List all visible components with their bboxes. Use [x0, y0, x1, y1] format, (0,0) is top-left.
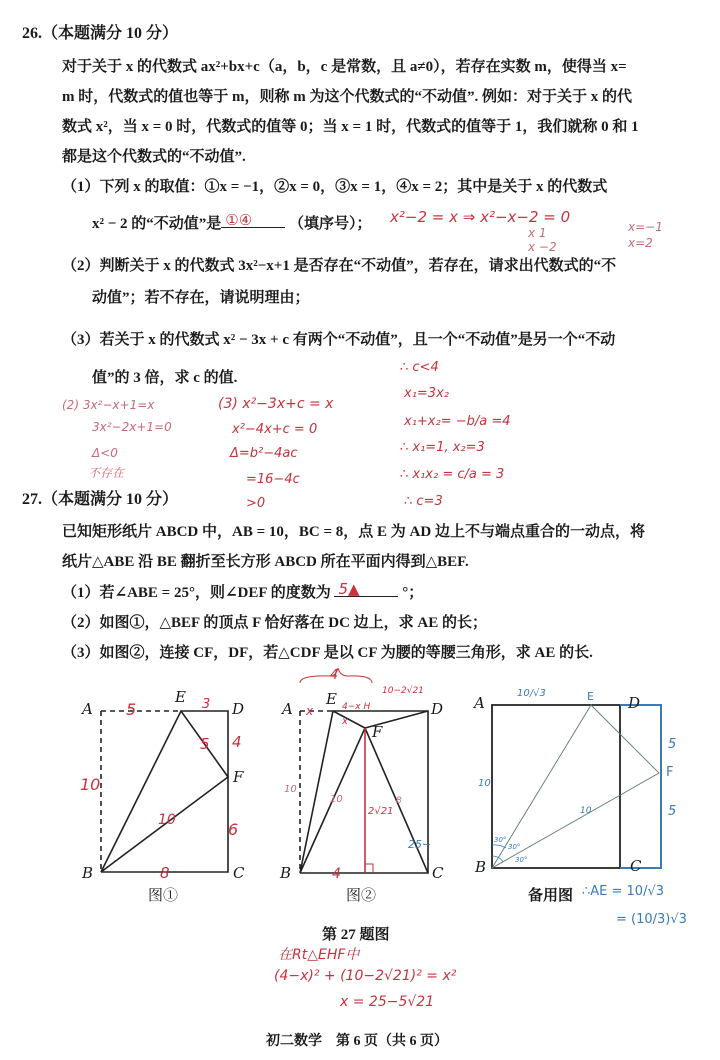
q26-part3-line2: 值”的 3 倍，求 c 的值.: [92, 370, 238, 386]
triangle-bef: [300, 711, 365, 873]
point-label-d: D: [628, 694, 641, 712]
fig2-note: 10: [330, 794, 343, 805]
q27-text-line: 纸片△ABE 沿 BE 翻折至长方形 ABCD 所在平面内得到△BEF.: [62, 554, 469, 570]
hw-p1-root: x=2: [628, 236, 653, 250]
hw-p3-right: x₁+x₂= −b/a =4: [404, 414, 511, 429]
figure-title: 第 27 题图: [322, 927, 390, 943]
fig1-note: 8: [160, 864, 170, 882]
fig3-answer: = (10/3)√3: [616, 912, 687, 927]
hw-q27: 在Rt△EHF中: [278, 947, 360, 963]
fig2-note: x: [306, 704, 314, 718]
fig3-note: 5: [668, 804, 677, 819]
fig3-note: 30°: [515, 856, 528, 864]
angle-arcs: [492, 845, 506, 862]
fig3-note: 30°: [494, 836, 507, 844]
fig2-note: 8: [396, 796, 402, 806]
hw-q27: (4−x)² + (10−2√21)² = x²: [274, 968, 457, 984]
hw-p3: >0: [246, 496, 266, 511]
hw-p3-right: x₁=3x₂: [404, 386, 449, 401]
point-label-c: C: [233, 864, 245, 882]
q26-part2-line2: 动值”；若不存在，请说明理由；: [92, 290, 310, 306]
point-label-f: F: [233, 768, 244, 786]
point-label-f: F: [666, 765, 674, 780]
fig1-note: 4: [232, 733, 242, 751]
hw-p3-right: ∴ x₁=1, x₂=3: [400, 440, 485, 455]
q26-part2: （2）判断关于 x 的代数式 3x²−x+1 是否存在“不动值”，若存在，请求出代数式的“不: [62, 258, 617, 274]
point-label-e: E: [326, 690, 337, 708]
hw-p3: (3) x²−3x+c = x: [218, 396, 334, 412]
fig1-note: 10: [80, 775, 101, 794]
point-label-b: B: [280, 864, 292, 882]
q26-text-line: 数式 x²，当 x = 0 时，代数式的值等 0；当 x = 1 时，代数式的值等于 1，我们就称 0 和 1: [62, 119, 639, 135]
q26-part1-suffix: （填序号）；: [289, 216, 372, 232]
q26-header: 26.（本题满分 10 分）: [22, 25, 179, 42]
hw-p2: 不存在: [88, 466, 125, 480]
hw-p2: 3x²−2x+1=0: [92, 420, 172, 434]
point-label-c: C: [630, 857, 642, 875]
q26-text-line: 都是这个代数式的“不动值”.: [62, 149, 246, 165]
q26-part1-prompt: x² − 2 的“不动值”是: [92, 216, 222, 232]
hw-p3-right: ∴ x₁x₂ = c/a = 3: [400, 467, 505, 482]
q27-part2: （2）如图①，△BEF 的顶点 F 恰好落在 DC 边上，求 AE 的长；: [62, 615, 488, 631]
fig2-note: 4: [332, 866, 341, 882]
point-label-f: F: [372, 723, 383, 741]
point-label-d: D: [232, 700, 245, 718]
answer-handwritten: 5▲: [338, 580, 360, 598]
fig2-note: 4: [330, 668, 339, 683]
hw-p3: x²−4x+c = 0: [232, 422, 318, 437]
hw-p1-factor: x −2: [528, 240, 557, 254]
fig2-note: 25−: [408, 838, 432, 851]
fig3-caption: 备用图: [528, 888, 574, 904]
fig3-answer: ∴AE = 10/√3: [582, 884, 665, 899]
fig3-note: 10: [580, 806, 592, 816]
hw-p3-right: ∴ c=3: [404, 494, 443, 509]
point-label-d: D: [431, 700, 444, 718]
hw-p1-work: x²−2 = x ⇒ x²−x−2 = 0: [390, 208, 571, 226]
q26-part1: （1）下列 x 的取值：①x = −1，②x = 0，③x = 1，④x = 2；其中是关于 x 的代数式: [62, 179, 608, 195]
fig2-note: 10: [284, 784, 297, 795]
fig1-note: 6: [228, 820, 239, 839]
point-label-a: A: [282, 700, 293, 718]
answer-blank: [221, 213, 285, 228]
q26-part3: （3）若关于 x 的代数式 x² − 3x + c 有两个“不动值”，且一个“不动值”是另一个“不动: [62, 332, 616, 348]
point-label-c: C: [432, 864, 444, 882]
hw-p1-factor: x 1: [528, 226, 547, 240]
point-label-e: E: [175, 688, 186, 706]
fig1-note: 10: [158, 812, 176, 828]
fig1-note: 5: [126, 700, 137, 719]
point-label-e: E: [587, 690, 594, 703]
fig3-note: 30°: [508, 843, 521, 851]
answer-handwritten: ①④: [225, 211, 253, 229]
q26-text-line: m 时，代数式的值也等于 m，则称 m 为这个代数式的“不动值”. 例如：对于关于 x 的代: [62, 89, 632, 105]
fig1-note: 3: [202, 697, 211, 712]
point-label-b: B: [475, 858, 487, 876]
fig1-caption: 图①: [148, 888, 179, 904]
q27-header: 27.（本题满分 10 分）: [22, 491, 179, 508]
hw-p2: (2) 3x²−x+1=x: [62, 398, 155, 412]
fig2-caption: 图②: [346, 888, 377, 904]
q27-part3: （3）如图②，连接 CF，DF，若△CDF 是以 CF 为腰的等腰三角形，求 AE 的长.: [62, 645, 593, 661]
q26-part1-line2: [92, 212, 372, 233]
fig1-note: 5: [200, 735, 210, 753]
right-angle-mark: [365, 864, 373, 873]
hw-p2: Δ<0: [92, 446, 118, 460]
hw-p3: =16−4c: [246, 472, 300, 487]
fig3-note: 5: [668, 737, 677, 752]
q27-part1-prompt: （1）若∠ABE = 25°，则∠DEF 的度数为: [62, 585, 331, 601]
point-label-a: A: [82, 700, 93, 718]
q27-text-line: 已知矩形纸片 ABCD 中，AB = 10，BC = 8，点 E 为 AD 边上不与端点重合的一动点，将: [62, 524, 645, 540]
fig3-note: 10: [478, 778, 491, 789]
point-label-b: B: [82, 864, 94, 882]
fig2-note: 2√21: [368, 806, 394, 817]
hw-p1-root: x=−1: [628, 220, 663, 234]
page-footer: 初二数学 第 6 页（共 6 页）: [266, 1034, 448, 1049]
extended-rectangle: [620, 705, 661, 868]
q27-part1: [62, 581, 423, 602]
q26-text-line: 对于关于 x 的代数式 ax²+bx+c（a，b，c 是常数，且 a≠0），若存在实数 m，使得当 x=: [62, 59, 627, 75]
point-label-a: A: [474, 694, 485, 712]
fig2-note: 10−2√21: [382, 686, 424, 696]
fig2-note: x: [342, 716, 348, 727]
hw-q27: x = 25−5√21: [340, 994, 435, 1010]
q27-part1-suffix: °；: [402, 585, 424, 601]
hw-p3: Δ=b²−4ac: [230, 446, 298, 461]
fig3-note: 10/√3: [517, 688, 546, 699]
hw-p3-right: ∴ c<4: [400, 360, 439, 375]
answer-blank: [334, 582, 398, 597]
fig2-note: 4−x H: [342, 702, 371, 712]
